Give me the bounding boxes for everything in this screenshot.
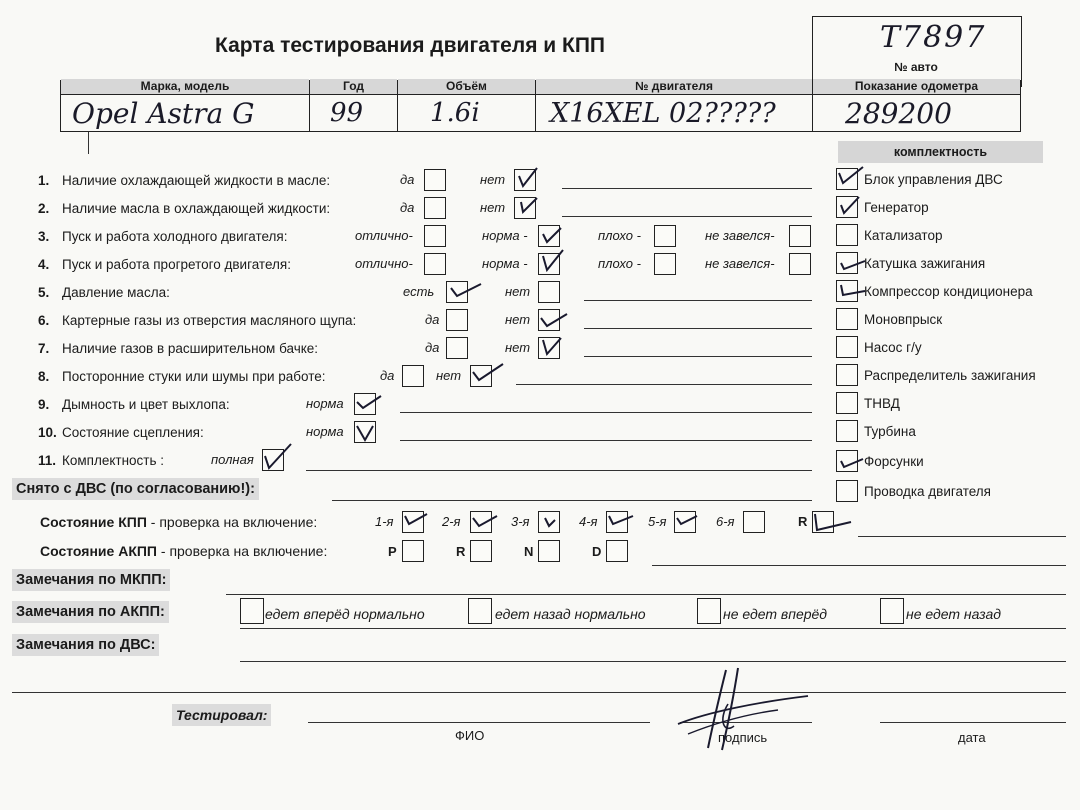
completeness-item: Форсунки bbox=[864, 454, 924, 469]
checkbox-akpp-no-forward[interactable] bbox=[697, 598, 721, 624]
option-label: плохо - bbox=[598, 228, 641, 243]
removed-label: Снято с ДВС (по согласованию!): bbox=[12, 478, 259, 500]
checkmark-icon bbox=[469, 360, 509, 388]
col-label-year: Год bbox=[310, 79, 397, 94]
completeness-item: Катушка зажигания bbox=[864, 256, 986, 271]
option-label: да bbox=[400, 172, 415, 187]
row-text: Наличие газов в расширительном бачке: bbox=[62, 341, 319, 356]
checkbox-row5-present[interactable] bbox=[446, 281, 468, 303]
checkbox-gear-r[interactable] bbox=[812, 511, 834, 533]
option-label: да bbox=[380, 368, 395, 383]
option-label: норма bbox=[306, 396, 344, 411]
checkmark-icon bbox=[835, 275, 867, 303]
col-label-odometer: Показание одометра bbox=[813, 79, 1020, 94]
check-row-8 bbox=[38, 368, 326, 386]
mode-label: P bbox=[388, 544, 397, 559]
check-row-5 bbox=[38, 284, 170, 302]
gear-label: 1-я bbox=[375, 514, 394, 529]
row-text: Наличие охлаждающей жидкости в масле: bbox=[62, 173, 331, 188]
checkbox-mode-n[interactable] bbox=[538, 540, 560, 562]
checkmark-icon bbox=[537, 220, 565, 248]
tested-label: Тестировал: bbox=[172, 704, 271, 726]
check-row-1 bbox=[38, 172, 330, 190]
answer-line bbox=[332, 500, 812, 501]
gear-label: 6-я bbox=[716, 514, 735, 529]
checkbox-gear-6[interactable] bbox=[743, 511, 765, 533]
mode-label: R bbox=[456, 544, 466, 559]
completeness-item: Распределитель зажигания bbox=[864, 368, 1036, 383]
option-label: плохо - bbox=[598, 256, 641, 271]
answer-line bbox=[400, 412, 812, 413]
checkbox-row11-full[interactable] bbox=[262, 449, 284, 471]
checkbox-mode-d[interactable] bbox=[606, 540, 628, 562]
answer-line bbox=[584, 328, 812, 329]
completeness-item: ТНВД bbox=[864, 396, 900, 411]
date-line bbox=[880, 722, 1066, 723]
checkbox-akpp-back-ok[interactable] bbox=[468, 598, 492, 624]
option-label: отлично- bbox=[355, 256, 413, 271]
checkmark-icon bbox=[513, 164, 541, 192]
completeness-item: Турбина bbox=[864, 424, 916, 439]
checkbox-row7-yes[interactable] bbox=[446, 337, 468, 359]
akpp-label-bold: Состояние АКПП bbox=[40, 543, 157, 559]
checkbox-mode-r[interactable] bbox=[470, 540, 492, 562]
row-text: Пуск и работа холодного двигателя: bbox=[62, 229, 288, 244]
answer-line bbox=[562, 216, 812, 217]
checkmark-icon bbox=[513, 192, 541, 220]
checkbox-mode-p[interactable] bbox=[402, 540, 424, 562]
checkmark-icon bbox=[605, 506, 635, 534]
option-label: норма bbox=[306, 424, 344, 439]
akpp-label bbox=[40, 543, 327, 559]
gear-label: 3-я bbox=[511, 514, 530, 529]
checkmark-icon bbox=[353, 416, 381, 444]
checkbox-row8-yes[interactable] bbox=[402, 365, 424, 387]
checkmark-icon bbox=[445, 276, 485, 304]
answer-line bbox=[226, 594, 1066, 595]
answer-line bbox=[516, 384, 812, 385]
checkmark-icon bbox=[469, 506, 499, 534]
row-number: 6. bbox=[38, 313, 50, 328]
option-label: нет bbox=[505, 340, 531, 355]
check-row-7 bbox=[38, 340, 318, 358]
checkmark-icon bbox=[835, 163, 865, 191]
model-value: Opel Astra G bbox=[72, 97, 255, 130]
checkbox-gear-3[interactable] bbox=[538, 511, 560, 533]
completeness-item: Моновпрыск bbox=[864, 312, 943, 327]
check-row-9 bbox=[38, 396, 230, 414]
checkbox-gear-1[interactable] bbox=[402, 511, 424, 533]
checkbox-row2-yes[interactable] bbox=[424, 197, 446, 219]
date-label: дата bbox=[958, 730, 986, 745]
check-row-6 bbox=[38, 312, 356, 330]
checkmark-icon bbox=[537, 248, 565, 276]
col-label-volume: Объём bbox=[398, 79, 535, 94]
completeness-item: Проводка двигателя bbox=[864, 484, 991, 499]
option-label: да bbox=[425, 340, 440, 355]
row-number: 1. bbox=[38, 173, 50, 188]
checkbox-distributor[interactable] bbox=[836, 364, 858, 386]
option-label: не завелся- bbox=[705, 228, 775, 243]
akpp-option-label: не едет назад bbox=[906, 606, 1001, 622]
akpp-option-label: едет назад нормально bbox=[495, 606, 646, 622]
header-table-divider bbox=[60, 94, 1020, 95]
answer-line bbox=[584, 356, 812, 357]
option-label: нет bbox=[436, 368, 462, 383]
signature-image bbox=[668, 664, 818, 754]
kpp-label bbox=[40, 514, 317, 530]
checkbox-akpp-forward-ok[interactable] bbox=[240, 598, 264, 624]
row-text: Дымность и цвет выхлопа: bbox=[62, 397, 230, 412]
mode-label: N bbox=[524, 544, 534, 559]
row-number: 4. bbox=[38, 257, 50, 272]
checkbox-injectors[interactable] bbox=[836, 450, 858, 472]
col-border bbox=[397, 80, 398, 132]
checkbox-row2-no[interactable] bbox=[514, 197, 536, 219]
check-row-4 bbox=[38, 256, 291, 274]
checkbox-gear-4[interactable] bbox=[606, 511, 628, 533]
checkbox-catalyst[interactable] bbox=[836, 224, 858, 246]
row-number: 2. bbox=[38, 201, 50, 216]
remarks-dvs-label: Замечания по ДВС: bbox=[12, 634, 159, 656]
checkmark-icon bbox=[537, 506, 565, 534]
check-row-3 bbox=[38, 228, 288, 246]
checkbox-row7-no[interactable] bbox=[538, 337, 560, 359]
answer-line bbox=[306, 470, 812, 471]
odometer-value: 289200 bbox=[845, 97, 952, 130]
checkbox-row4-no-start[interactable] bbox=[789, 253, 811, 275]
row-text: Пуск и работа прогретого двигателя: bbox=[62, 257, 291, 272]
answer-line bbox=[400, 440, 812, 441]
check-row-11 bbox=[38, 452, 164, 470]
row-number: 3. bbox=[38, 229, 50, 244]
checkbox-row1-no[interactable] bbox=[514, 169, 536, 191]
completeness-title: комплектность bbox=[838, 141, 1043, 163]
option-label: полная bbox=[211, 452, 254, 467]
check-row-2 bbox=[38, 200, 330, 218]
checkbox-gear-5[interactable] bbox=[674, 511, 696, 533]
checkbox-ac-compressor[interactable] bbox=[836, 280, 858, 302]
option-label: да bbox=[400, 200, 415, 215]
checkbox-row4-bad[interactable] bbox=[654, 253, 676, 275]
checkbox-engine-wiring[interactable] bbox=[836, 480, 858, 502]
option-label: нет bbox=[480, 200, 506, 215]
remarks-mkpp-label: Замечания по МКПП: bbox=[12, 569, 170, 591]
akpp-option-label: едет вперёд нормально bbox=[265, 606, 425, 622]
checkbox-mono-injection[interactable] bbox=[836, 308, 858, 330]
checkbox-ecu[interactable] bbox=[836, 168, 858, 190]
gear-label: R bbox=[798, 514, 808, 529]
gear-label: 4-я bbox=[579, 514, 598, 529]
col-label-model: Марка, модель bbox=[61, 79, 309, 94]
checkbox-row1-yes[interactable] bbox=[424, 169, 446, 191]
check-row-10 bbox=[38, 424, 204, 442]
row-number: 5. bbox=[38, 285, 50, 300]
year-value: 99 bbox=[330, 98, 364, 128]
completeness-item: Компрессор кондиционера bbox=[864, 284, 1033, 299]
row-number: 8. bbox=[38, 369, 50, 384]
completeness-item: Генератор bbox=[864, 200, 929, 215]
header-table-bottom bbox=[60, 131, 1020, 132]
row-text: Комплектность : bbox=[62, 453, 165, 468]
answer-line bbox=[858, 536, 1066, 537]
row-number: 9. bbox=[38, 397, 50, 412]
checkmark-icon bbox=[835, 445, 865, 473]
option-label: отлично- bbox=[355, 228, 413, 243]
checkmark-icon bbox=[261, 444, 293, 474]
row-text: Картерные газы из отверстия масляного щупа: bbox=[62, 313, 357, 328]
checkbox-row8-no[interactable] bbox=[470, 365, 492, 387]
checkbox-power-steering-pump[interactable] bbox=[836, 336, 858, 358]
option-label: норма - bbox=[482, 256, 528, 271]
checkbox-row6-yes[interactable] bbox=[446, 309, 468, 331]
signature-label: подпись bbox=[718, 730, 768, 745]
row-number: 11. bbox=[38, 453, 57, 468]
answer-line bbox=[12, 692, 1066, 693]
checkbox-akpp-no-back[interactable] bbox=[880, 598, 904, 624]
handwritten-stroke bbox=[88, 132, 89, 154]
checkmark-icon bbox=[537, 304, 571, 332]
checkmark-icon bbox=[353, 388, 385, 416]
row-text: Состояние сцепления: bbox=[62, 425, 204, 440]
completeness-item: Катализатор bbox=[864, 228, 943, 243]
col-border bbox=[1020, 80, 1021, 132]
answer-line bbox=[562, 188, 812, 189]
checkbox-row3-no-start[interactable] bbox=[789, 225, 811, 247]
option-label: нет bbox=[505, 284, 531, 299]
fio-label: ФИО bbox=[455, 728, 485, 743]
option-label: нет bbox=[505, 312, 531, 327]
checkbox-ignition-coil[interactable] bbox=[836, 252, 858, 274]
checkbox-row9-normal[interactable] bbox=[354, 393, 376, 415]
col-border bbox=[60, 80, 61, 132]
volume-value: 1.6i bbox=[430, 98, 480, 128]
row-text: Наличие масла в охлаждающей жидкости: bbox=[62, 201, 331, 216]
checkmark-icon bbox=[537, 332, 565, 360]
answer-line bbox=[584, 300, 812, 301]
checkbox-generator[interactable] bbox=[836, 196, 858, 218]
checkbox-row3-normal[interactable] bbox=[538, 225, 560, 247]
kpp-label-bold: Состояние КПП bbox=[40, 514, 147, 530]
akpp-option-label: не едет вперёд bbox=[723, 606, 828, 622]
checkbox-row3-excellent[interactable] bbox=[424, 225, 446, 247]
col-border bbox=[535, 80, 536, 132]
checkmark-icon bbox=[835, 247, 867, 275]
checkmark-icon bbox=[401, 506, 429, 534]
checkbox-row6-no[interactable] bbox=[538, 309, 560, 331]
checkbox-turbo[interactable] bbox=[836, 420, 858, 442]
option-label: нет bbox=[480, 172, 506, 187]
gear-label: 2-я bbox=[442, 514, 461, 529]
option-label: да bbox=[425, 312, 440, 327]
checkbox-injection-pump[interactable] bbox=[836, 392, 858, 414]
row-number: 7. bbox=[38, 341, 50, 356]
mode-label: D bbox=[592, 544, 602, 559]
row-text: Давление масла: bbox=[62, 285, 170, 300]
answer-line bbox=[652, 565, 1066, 566]
col-border bbox=[812, 80, 813, 132]
page-title: Карта тестирования двигателя и КПП bbox=[215, 34, 606, 57]
gear-label: 5-я bbox=[648, 514, 667, 529]
completeness-item: Насос г/у bbox=[864, 340, 922, 355]
option-label: не завелся- bbox=[705, 256, 775, 271]
completeness-item: Блок управления ДВС bbox=[864, 172, 1003, 187]
remarks-akpp-label: Замечания по АКПП: bbox=[12, 601, 169, 623]
akpp-label-rest: - проверка на включение: bbox=[157, 543, 328, 559]
engine-number-value: X16XEL 02????? bbox=[550, 98, 776, 129]
option-label: норма - bbox=[482, 228, 528, 243]
checkbox-row4-normal[interactable] bbox=[538, 253, 560, 275]
col-label-engine-number: № двигателя bbox=[536, 79, 812, 94]
checkbox-row4-excellent[interactable] bbox=[424, 253, 446, 275]
answer-line bbox=[240, 628, 1066, 629]
checkbox-row3-bad[interactable] bbox=[654, 225, 676, 247]
checkmark-icon bbox=[835, 191, 863, 219]
answer-line bbox=[240, 661, 1066, 662]
checkbox-gear-2[interactable] bbox=[470, 511, 492, 533]
kpp-label-rest: - проверка на включение: bbox=[146, 514, 318, 530]
row-number: 10. bbox=[38, 425, 57, 440]
auto-number-value: T7897 bbox=[880, 20, 987, 55]
checkbox-row5-absent[interactable] bbox=[538, 281, 560, 303]
row-text: Посторонние стуки или шумы при работе: bbox=[62, 369, 326, 384]
option-label: есть bbox=[403, 284, 435, 299]
checkmark-icon bbox=[673, 506, 701, 534]
col-border bbox=[309, 80, 310, 132]
checkbox-row10-normal[interactable] bbox=[354, 421, 376, 443]
checkmark-icon bbox=[811, 506, 855, 534]
fio-line bbox=[308, 722, 650, 723]
auto-number-label: № авто bbox=[894, 60, 938, 74]
